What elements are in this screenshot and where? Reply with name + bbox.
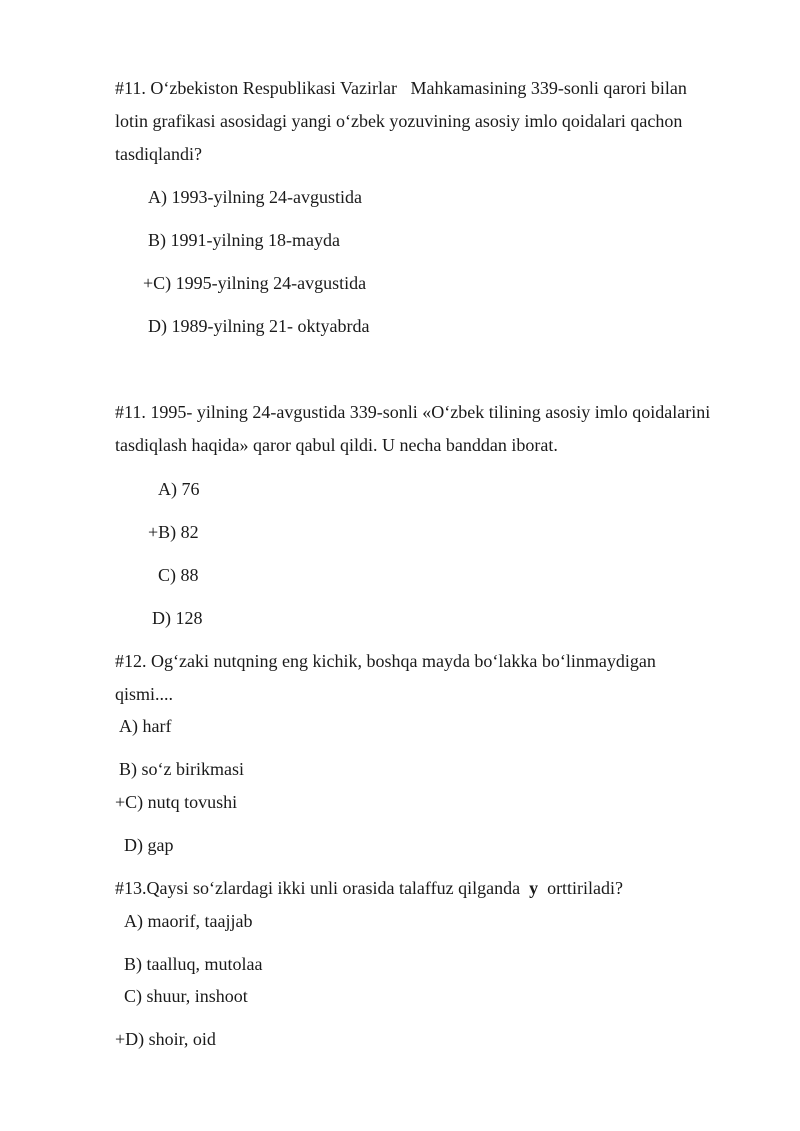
question-4-option-d-correct: +D) shoir, oid xyxy=(115,1029,216,1049)
question-1-text-line-3: tasdiqlandi? xyxy=(115,144,202,164)
question-1-text-line-1: #11. O‘zbekiston Respublikasi Vazirlar Mahkamasining 339-sonli qarori bilan xyxy=(115,78,687,98)
question-4-option-b: B) taalluq, mutolaa xyxy=(124,954,263,974)
question-2-text-line-2: tasdiqlash haqida» qaror qabul qildi. U necha banddan iborat. xyxy=(115,435,558,455)
question-1-option-c-correct: +C) 1995-yilning 24-avgustida xyxy=(143,273,367,293)
question-4-bold-letter: y xyxy=(529,878,539,898)
question-2-option-b-correct: +B) 82 xyxy=(148,522,199,542)
question-4-text-after: orttiriladi? xyxy=(538,878,624,898)
question-4-option-a: A) maorif, taajjab xyxy=(124,911,253,931)
question-1-option-a: A) 1993-yilning 24-avgustida xyxy=(148,187,362,207)
question-1-option-d: D) 1989-yilning 21- oktyabrda xyxy=(148,316,370,336)
question-3-option-d: D) gap xyxy=(124,835,174,855)
question-2-text-line-1: #11. 1995- yilning 24-avgustida 339-sonli «O‘zbek tilining asosiy imlo qoidalarini xyxy=(115,402,711,422)
question-1-option-b: B) 1991-yilning 18-mayda xyxy=(148,230,340,250)
question-3-option-a: A) harf xyxy=(119,716,172,736)
question-2-option-a: A) 76 xyxy=(158,479,200,499)
question-3-option-c-correct: +C) nutq tovushi xyxy=(115,792,238,812)
question-2-option-d: D) 128 xyxy=(152,608,203,628)
question-4-text-before: #13.Qaysi so‘zlardagi ikki unli orasida talaffuz qilganda xyxy=(115,878,530,898)
question-1-text-line-2: lotin grafikasi asosidagi yangi o‘zbek yozuvining asosiy imlo qoidalari qachon xyxy=(115,111,683,131)
question-3-option-b: B) so‘z birikmasi xyxy=(119,759,244,779)
question-3-text-line-1: #12. Og‘zaki nutqning eng kichik, boshqa mayda bo‘lakka bo‘linmaydigan xyxy=(115,651,656,671)
question-2-option-c: C) 88 xyxy=(158,565,199,585)
question-4-text-line-1 xyxy=(115,877,623,899)
question-3-text-line-2: qismi.... xyxy=(115,684,174,704)
question-4-option-c: C) shuur, inshoot xyxy=(124,986,248,1006)
